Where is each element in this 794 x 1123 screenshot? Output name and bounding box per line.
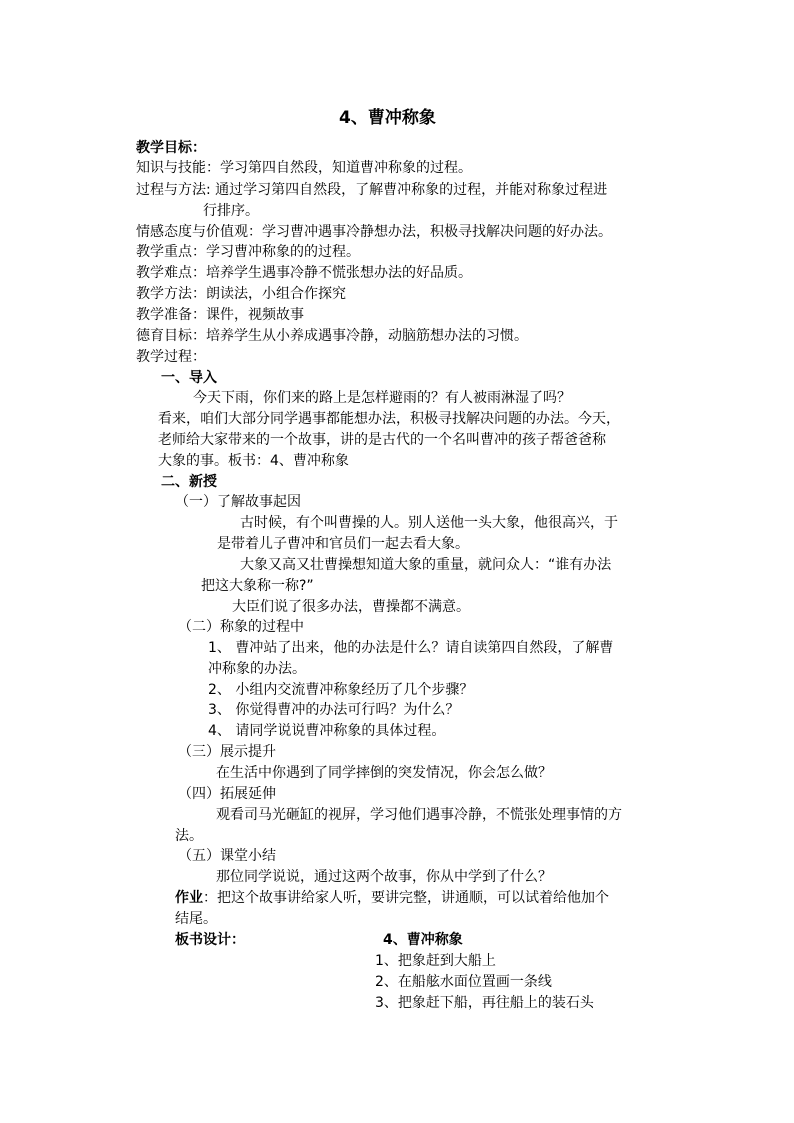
homework xyxy=(175,888,609,908)
part2-item: 1、 曹冲站了出来，他的办法是什么？请自读第四自然段，了解曹 xyxy=(208,640,614,656)
section1-heading: 一、导入 xyxy=(161,370,217,386)
goal-process-method-cont: 行排序。 xyxy=(203,203,259,219)
section2-heading: 二、新授 xyxy=(161,474,217,490)
part1-line: 把这大象称一称?” xyxy=(201,578,314,594)
section1-question: 今天下雨，你们来的路上是怎样避雨的？有人被雨淋湿了吗？ xyxy=(193,390,571,406)
board-step: 3、把象赶下船，再往船上的装石头 xyxy=(375,995,594,1011)
section1-paragraph: 看来，咱们大部分同学遇事都能想办法，积极寻找解决问题的办法。今天， xyxy=(158,411,620,427)
part2-item-cont: 冲称象的办法。 xyxy=(208,661,306,677)
difficulty: 教学难点：培养学生遇事冷静不慌张想办法的好品质。 xyxy=(136,265,472,281)
part5-heading: （五）课堂小结 xyxy=(178,848,276,864)
part2-item: 4、 请同学说说曹冲称象的具体过程。 xyxy=(208,723,446,739)
part1-heading: （一）了解故事起因 xyxy=(175,494,301,510)
part2-heading: （二）称象的过程中 xyxy=(178,619,304,635)
part4-line: 观看司马光砸缸的视屏，学习他们遇事冷静，不慌张处理事情的方 xyxy=(216,807,622,823)
homework-text: ：把这个故事讲给家人听，要讲完整，讲通顺，可以试着给他加个 xyxy=(203,890,609,906)
homework-cont: 结尾。 xyxy=(175,911,217,927)
part4-line-cont: 法。 xyxy=(175,828,203,844)
teaching-method: 教学方法：朗读法，小组合作探究 xyxy=(136,286,346,302)
section1-paragraph-cont: 老师给大家带来的一个故事，讲的是古代的一个名叫曹冲的孩子帮爸爸称 xyxy=(158,432,606,448)
part2-item: 2、 小组内交流曹冲称象经历了几个步骤？ xyxy=(208,682,474,698)
teaching-preparation: 教学准备：课件，视频故事 xyxy=(136,307,304,323)
goal-process-method: 过程与方法: 通过学习第四自然段，了解曹冲称象的过程，并能对称象过程进 xyxy=(136,182,608,198)
part4-heading: （四）拓展延伸 xyxy=(178,786,276,802)
key-point: 教学重点：学习曹冲称象的的过程。 xyxy=(136,244,360,260)
section1-paragraph-end: 大象的事。板书：4、曹冲称象 xyxy=(158,453,349,469)
part2-item: 3、 你觉得曹冲的办法可行吗？为什么？ xyxy=(208,702,460,718)
part1-line: 古时候，有个叫曹操的人。别人送他一头大象，他很高兴，于 xyxy=(240,515,618,531)
board-step: 2、在船舷水面位置画一条线 xyxy=(375,974,552,990)
board-title: 4、曹冲称象 xyxy=(383,932,463,948)
part1-line: 大臣们说了很多办法，曹操都不满意。 xyxy=(232,599,470,615)
part3-line: 在生活中你遇到了同学摔倒的突发情况，你会怎么做？ xyxy=(216,765,552,781)
homework-label: 作业 xyxy=(175,890,203,906)
goal-knowledge: 知识与技能：学习第四自然段，知道曹冲称象的过程。 xyxy=(136,160,472,176)
goal-emotion: 情感态度与价值观：学习曹冲遇事冷静想办法，积极寻找解决问题的好办法。 xyxy=(136,224,612,240)
part1-line: 是带着儿子曹冲和官员们一起去看大象。 xyxy=(217,536,469,552)
part5-line: 那位同学说说，通过这两个故事，你从中学到了什么？ xyxy=(216,869,552,885)
goals-heading: 教学目标： xyxy=(136,140,206,156)
process-heading: 教学过程： xyxy=(136,349,206,365)
part3-heading: （三）展示提升 xyxy=(178,744,276,760)
moral-goal: 德育目标：培养学生从小养成遇事冷静，动脑筋想办法的习惯。 xyxy=(136,328,528,344)
part1-line: 大象又高又壮曹操想知道大象的重量，就问众人：“谁有办法 xyxy=(240,557,612,573)
page-title: 4、曹冲称象 xyxy=(339,108,436,128)
board-label: 板书设计： xyxy=(175,932,245,948)
board-step: 1、把象赶到大船上 xyxy=(375,953,496,969)
